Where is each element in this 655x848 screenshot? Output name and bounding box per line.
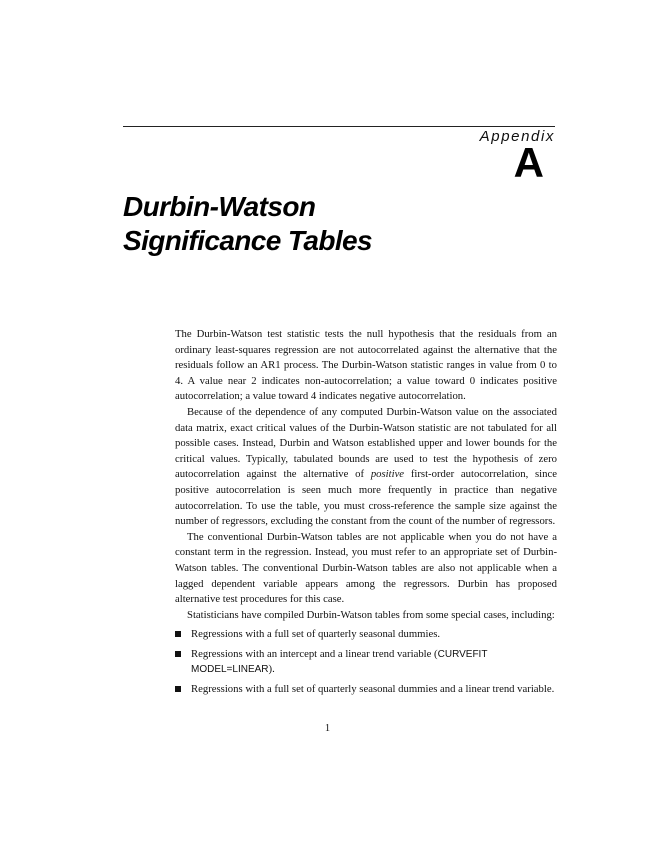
- list-item-text: Regressions with an intercept and a linear trend variable (: [191, 647, 438, 660]
- list-item: [175, 627, 557, 643]
- square-bullet-icon: [175, 651, 181, 657]
- square-bullet-icon: [175, 686, 181, 692]
- list-item-text: Regressions with a full set of quarterly seasonal dummies and a linear trend variable.: [191, 683, 555, 696]
- square-bullet-icon: [175, 631, 181, 637]
- body-text: [175, 327, 557, 702]
- chapter-title-line-1: Durbin-Watson: [123, 191, 316, 222]
- appendix-label: Appendix: [479, 128, 555, 145]
- header-rule: [123, 126, 555, 127]
- paragraph-2-emphasis: positive: [370, 468, 405, 481]
- appendix-letter: A: [513, 139, 544, 186]
- list-item-text: Regressions with a full set of quarterly seasonal dummies.: [191, 628, 441, 641]
- list-item-code: CURVEFIT MODEL=LINEAR: [191, 648, 488, 676]
- list-item: [175, 647, 557, 678]
- paragraph-2-text-b: first-order autocorrelation, since positive autocorrelation is seen much more frequently in practice than negative autocorrelation. To use the table, you must cross-reference the sample size against the number of regressors, excluding the constant from the count of the number of regressors.: [175, 468, 557, 528]
- paragraph-2-text-a: Because of the dependence of any computed Durbin-Watson value on the associated data matrix, exact critical values of the Durbin-Watson statistic are not tabulated for all possible cases. Instead, Durbin and Watson established upper and lower bounds for the critical values. Typically, tabulated bounds are used to test the hypothesis of zero autocorrelation against the alternative of: [175, 405, 557, 481]
- chapter-title-line-2: Significance Tables: [123, 225, 372, 256]
- page-number: 1: [324, 723, 331, 734]
- chapter-title: [123, 190, 372, 258]
- list-item: [175, 682, 557, 698]
- list-item-text-end: ).: [268, 663, 275, 676]
- paragraph-1: The Durbin-Watson test statistic tests the null hypothesis that the residuals from an ordinary least-squares regression are not autocorrelated against the alternative that the residuals follow an AR1 process. The Durbin-Watson statistic ranges in value from 0 to 4. A value near 2 indicates non-autocorrelation; a value toward 0 indicates positive autocorrelation; a value toward 4 indicates negative autocorrelation.: [175, 328, 557, 403]
- paragraph-2: [175, 405, 557, 530]
- paragraph-4: Statisticians have compiled Durbin-Watson tables from some special cases, including:: [187, 608, 555, 621]
- special-cases-list: [175, 627, 557, 697]
- paragraph-3: The conventional Durbin-Watson tables are not applicable when you do not have a constant term in the regression. Instead, you must refer to an appropriate set of Durbin-Watson tables. The conventional Durbin-Watson tables are also not applicable when a lagged dependent variable appears among the regressors. Durbin has proposed alternative test procedures for this case.: [175, 530, 557, 606]
